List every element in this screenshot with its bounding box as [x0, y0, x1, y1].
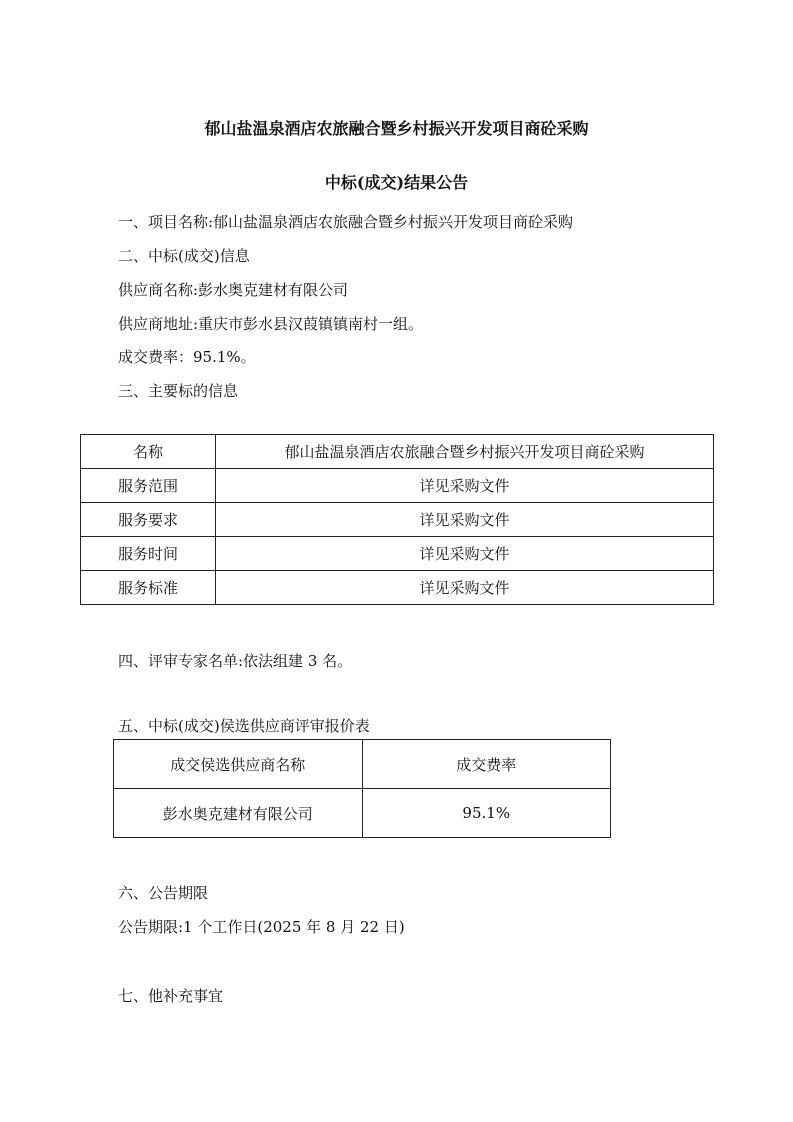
- table-row: [114, 789, 611, 838]
- supplier-name: 供应商名称:彭水奥克建材有限公司: [118, 281, 349, 299]
- section6-heading: 六、公告期限: [118, 884, 209, 902]
- table-cell: 95.1%: [362, 789, 611, 838]
- table-cell-key: 名称: [81, 435, 216, 469]
- document-title-line1: 郁山盐温泉酒店农旅融合暨乡村振兴开发项目商砼采购: [204, 119, 589, 138]
- table-row: [81, 435, 714, 469]
- table-row: [81, 469, 714, 503]
- table-row: [81, 571, 714, 605]
- document-title-line2: 中标(成交)结果公告: [324, 173, 469, 192]
- table-cell-value: 郁山盐温泉酒店农旅融合暨乡村振兴开发项目商砼采购: [216, 435, 714, 469]
- table-cell-key: 服务要求: [81, 503, 216, 537]
- project-name-line: 一、项目名称:郁山盐温泉酒店农旅融合暨乡村振兴开发项目商砼采购: [118, 213, 574, 231]
- table-header-cell: 成交费率: [362, 740, 611, 789]
- subject-info-table: [80, 434, 714, 605]
- section3-heading: 三、主要标的信息: [118, 382, 239, 400]
- table-cell-value: 详见采购文件: [216, 537, 714, 571]
- expert-list: 四、评审专家名单:依法组建 3 名。: [118, 652, 353, 670]
- table-cell-value: 详见采购文件: [216, 571, 714, 605]
- section7-heading: 七、他补充事宜: [118, 987, 224, 1005]
- table-header-cell: 成交侯选供应商名称: [114, 740, 363, 789]
- table-cell-key: 服务时间: [81, 537, 216, 571]
- table-cell-value: 详见采购文件: [216, 503, 714, 537]
- table-header-row: [114, 740, 611, 789]
- section2-heading: 二、中标(成交)信息: [118, 247, 250, 265]
- table-row: [81, 537, 714, 571]
- table-cell: 彭水奥克建材有限公司: [114, 789, 363, 838]
- transaction-rate: 成交费率：95.1%。: [118, 348, 256, 366]
- table-cell-key: 服务范围: [81, 469, 216, 503]
- table-cell-value: 详见采购文件: [216, 469, 714, 503]
- table-cell-key: 服务标准: [81, 571, 216, 605]
- supplier-address: 供应商地址:重庆市彭水县汉葭镇镇南村一组。: [118, 315, 424, 333]
- notice-period: 公告期限:1 个工作日(2025 年 8 月 22 日): [118, 918, 405, 936]
- table-row: [81, 503, 714, 537]
- section5-heading: 五、中标(成交)侯选供应商评审报价表: [118, 717, 370, 735]
- bid-quote-table: [113, 739, 611, 838]
